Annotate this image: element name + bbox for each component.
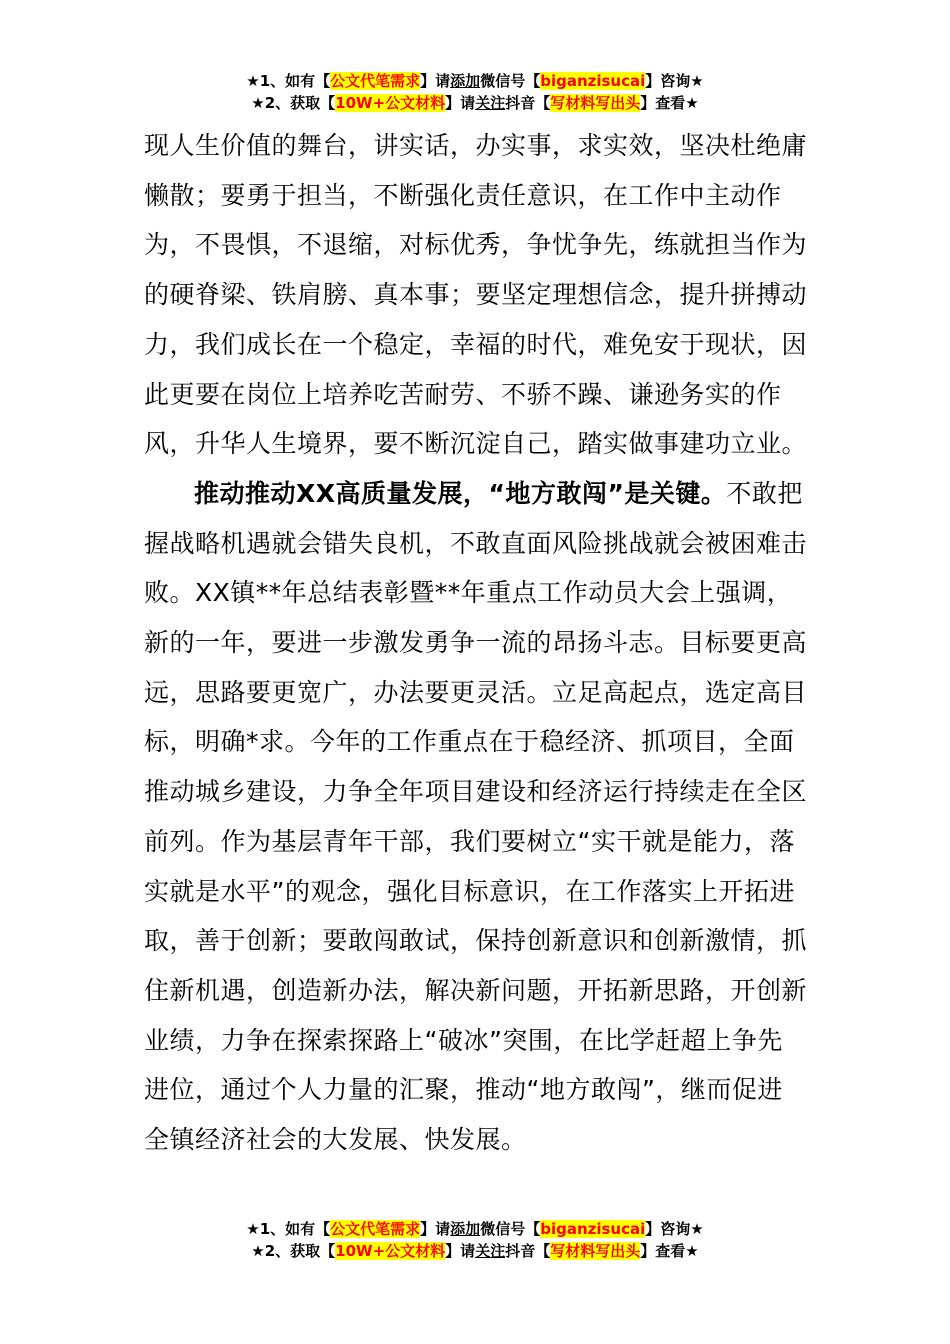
banner-line-1	[0, 1218, 950, 1240]
banner-text: 1、如有【	[259, 72, 331, 90]
underlined-follow: 关注	[475, 1242, 506, 1260]
highlight-materials: 10W+公文材料	[335, 94, 446, 112]
highlight-wechat-id: biganzisucai	[540, 72, 646, 90]
underlined-add: 添加	[450, 72, 481, 90]
underlined-add: 添加	[450, 1220, 481, 1238]
header-banner	[0, 70, 950, 114]
banner-text: 】请	[420, 1220, 451, 1238]
banner-line-2	[0, 92, 950, 114]
banner-text: 微信号【	[480, 72, 541, 90]
banner-line-2	[0, 1240, 950, 1262]
paragraph-2	[144, 469, 808, 1165]
highlight-douyin-account: 写材料写出头	[550, 1242, 641, 1260]
banner-text: 】请	[445, 94, 476, 112]
banner-text: 抖音【	[505, 94, 551, 112]
highlight-douyin-account: 写材料写出头	[550, 94, 641, 112]
highlight-writing-service: 公文代笔需求	[330, 1220, 421, 1238]
banner-text: 2、获取【	[264, 1242, 336, 1260]
star-icon: ★	[246, 72, 260, 90]
banner-text: 1、如有【	[259, 1220, 331, 1238]
document-body	[144, 121, 808, 1165]
banner-text: 】请	[420, 72, 451, 90]
paragraph-2-lead: 推动推动XX高质量发展，“地方敢闯”是关键。	[194, 478, 727, 508]
highlight-materials: 10W+公文材料	[335, 1242, 446, 1260]
banner-text: 】咨询	[645, 1220, 691, 1238]
highlight-wechat-id: biganzisucai	[540, 1220, 646, 1238]
highlight-writing-service: 公文代笔需求	[330, 72, 421, 90]
banner-text: 】查看	[640, 1242, 686, 1260]
banner-text: 抖音【	[505, 1242, 551, 1260]
banner-text: 微信号【	[480, 1220, 541, 1238]
star-icon: ★	[690, 1220, 704, 1238]
banner-text: 2、获取【	[264, 94, 336, 112]
banner-text: 】咨询	[645, 72, 691, 90]
star-icon: ★	[251, 94, 265, 112]
paragraph-2-text: 不敢把握战略机遇就会错失良机，不敢直面风险挑战就会被困难击败。XX镇**年总结表彰暨**年重点工作动员大会上强调，新的一年，要进一步激发勇争一流的昂扬斗志。目标要更高远，思路要更宽广，办法要更灵活。立足高起点，选定高目标，明确*求。今年的工作重点在于稳经济、抓项目，全面推动城乡建设，力争全年项目建设和经济运行持续走在全区前列。作为基层青年干部，我们要树立“实干就是能力，落实就是水平”的观念，强化目标意识，在工作落实上开拓进取，善于创新；要敢闯敢试，保持创新意识和创新激情，抓住新机遇，创造新办法，解决新问题，开拓新思路，开创新业绩，力争在探索探路上“破冰”突围，在比学赶超上争先进位，通过个人力量的汇聚，推动“地方敢闯”，继而促进全镇经济社会的大发展、快发展。	[144, 478, 808, 1155]
star-icon: ★	[685, 1242, 699, 1260]
footer-banner	[0, 1218, 950, 1262]
underlined-follow: 关注	[475, 94, 506, 112]
banner-text: 】请	[445, 1242, 476, 1260]
star-icon: ★	[685, 94, 699, 112]
banner-text: 】查看	[640, 94, 686, 112]
banner-line-1	[0, 70, 950, 92]
star-icon: ★	[251, 1242, 265, 1260]
star-icon: ★	[690, 72, 704, 90]
star-icon: ★	[246, 1220, 260, 1238]
paragraph-1: 现人生价值的舞台，讲实话，办实事，求实效，坚决杜绝庸懒散；要勇于担当，不断强化责任意识，在工作中主动作为，不畏惧，不退缩，对标优秀，争忧争先，练就担当作为的硬脊梁、铁肩膀、真本事；要坚定理想信念，提升拼搏动力，我们成长在一个稳定，幸福的时代，难免安于现状，因此更要在岗位上培养吃苦耐劳、不骄不躁、谦逊务实的作风，升华人生境界，要不断沉淀自己，踏实做事建功立业。	[144, 131, 808, 459]
